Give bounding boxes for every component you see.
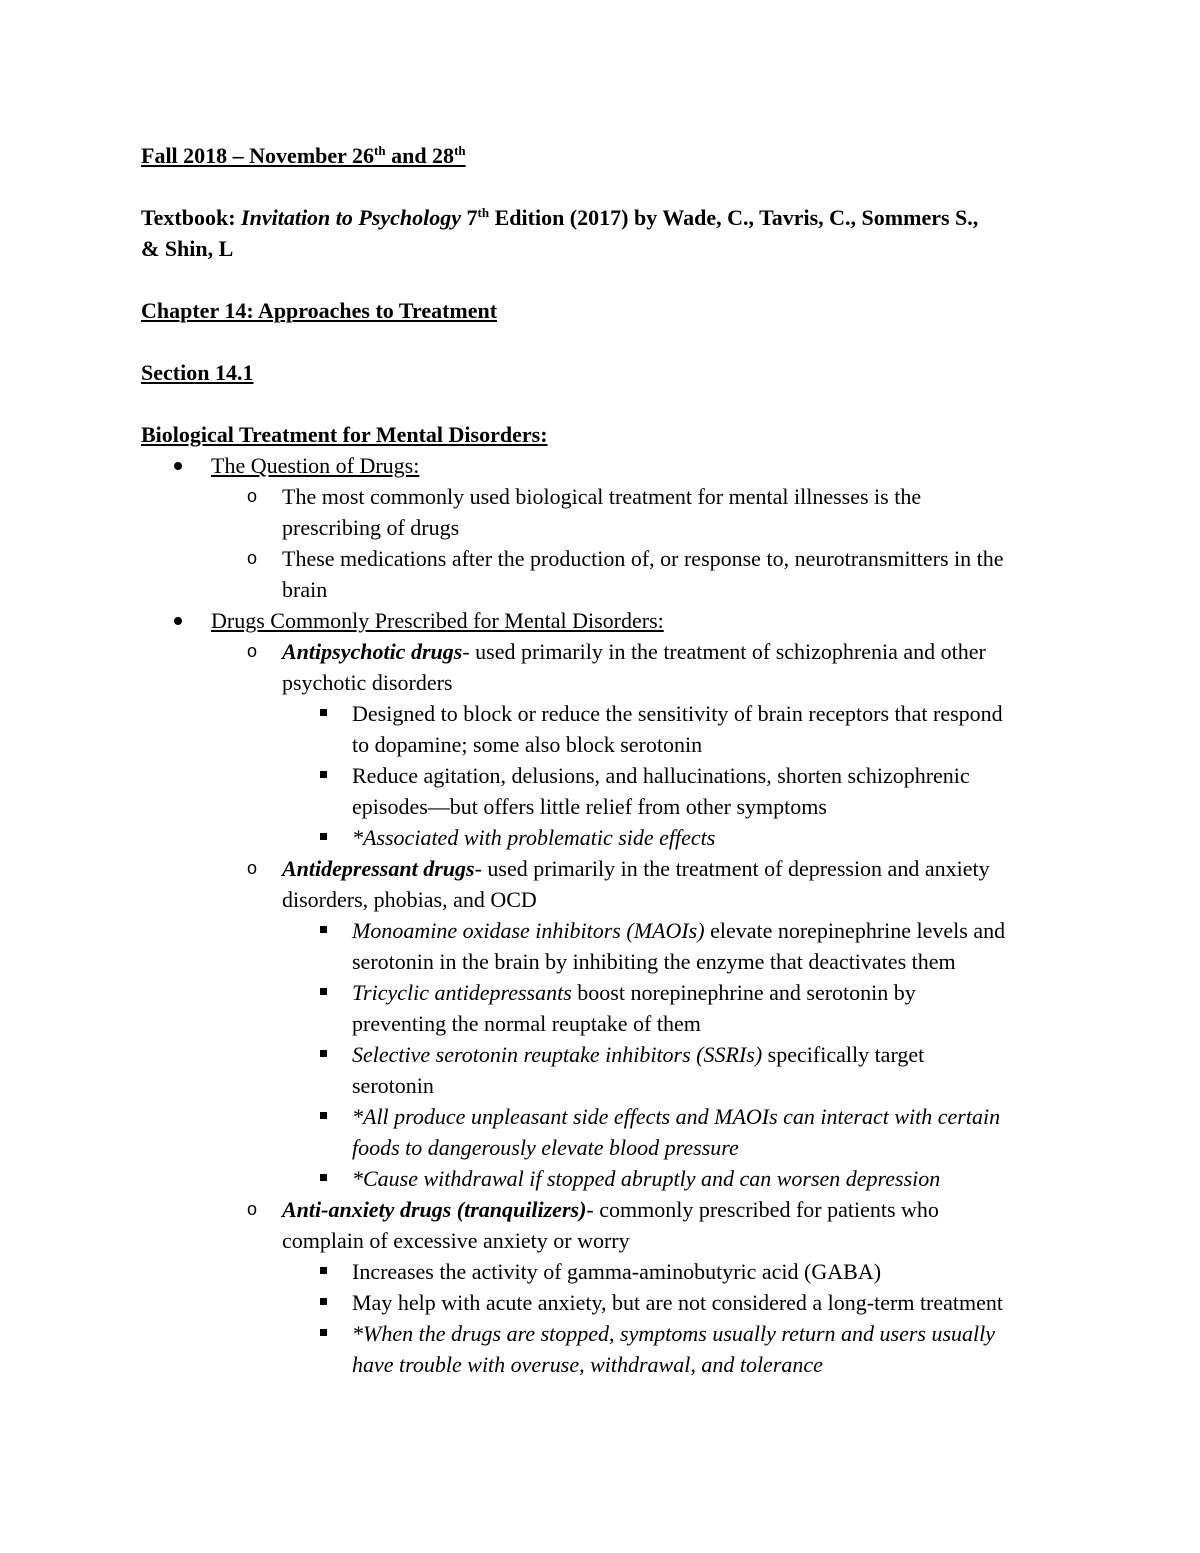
circle-bullet-icon: o bbox=[247, 641, 258, 661]
list-item: Reduce agitation, delusions, and hallucinations, shorten schizophrenic episodes—but offers little relief from other symptoms bbox=[141, 760, 1061, 822]
circle-bullet-icon: o bbox=[247, 1199, 258, 1219]
section-title: Section 14.1 bbox=[141, 360, 254, 385]
square-bullet-icon bbox=[320, 1256, 327, 1274]
square-bullet-icon bbox=[320, 1318, 327, 1336]
list-item: May help with acute anxiety, but are not considered a long-term treatment bbox=[141, 1287, 1061, 1318]
square-bullet-icon bbox=[320, 1039, 327, 1057]
list-item: *Cause withdrawal if stopped abruptly and can worsen depression bbox=[141, 1163, 1061, 1194]
square-bullet-icon bbox=[320, 822, 327, 840]
square-bullet-icon bbox=[320, 915, 327, 933]
list-item: Tricyclic antidepressants boost norepinephrine and serotonin by preventing the normal reuptake of them bbox=[141, 977, 1061, 1039]
list-item: o These medications after the production of, or response to, neurotransmitters in the brain bbox=[141, 543, 1061, 605]
chapter-title: Chapter 14: Approaches to Treatment bbox=[141, 298, 498, 323]
list-item: *Associated with problematic side effects bbox=[141, 822, 1061, 853]
textbook-citation: Textbook: Invitation to Psychology 7th Edition (2017) by Wade, C., Tavris, C., Sommers S., & Shin, L bbox=[141, 205, 979, 261]
circle-bullet-icon: o bbox=[247, 486, 258, 506]
square-bullet-icon bbox=[320, 1101, 327, 1119]
topic-heading: Biological Treatment for Mental Disorders: bbox=[141, 422, 548, 447]
date-heading: Fall 2018 – November 26th and 28th bbox=[141, 143, 466, 168]
square-bullet-icon bbox=[320, 977, 327, 995]
list-item: Monoamine oxidase inhibitors (MAOIs) elevate norepinephrine levels and serotonin in the brain by inhibiting the enzyme that deactivates them bbox=[141, 915, 1061, 977]
list-item: Selective serotonin reuptake inhibitors (SSRIs) specifically target serotonin bbox=[141, 1039, 1061, 1101]
list-item: *All produce unpleasant side effects and MAOIs can interact with certain foods to dangerously elevate blood pressure bbox=[141, 1101, 1061, 1163]
list-item: o Antidepressant drugs- used primarily in the treatment of depression and anxiety disorders, phobias, and OCD bbox=[141, 853, 1061, 915]
document-page bbox=[141, 140, 1061, 1380]
square-bullet-icon bbox=[320, 760, 327, 778]
bullet-icon bbox=[174, 450, 182, 470]
circle-bullet-icon: o bbox=[247, 548, 258, 568]
square-bullet-icon bbox=[320, 1163, 327, 1181]
bullet-icon bbox=[174, 605, 182, 625]
list-item: o Antipsychotic drugs- used primarily in the treatment of schizophrenia and other psychotic disorders bbox=[141, 636, 1061, 698]
square-bullet-icon bbox=[320, 1287, 327, 1305]
list-item: o Anti-anxiety drugs (tranquilizers)- commonly prescribed for patients who complain of excessive anxiety or worry bbox=[141, 1194, 1061, 1256]
circle-bullet-icon: o bbox=[247, 858, 258, 878]
list-item: Drugs Commonly Prescribed for Mental Disorders: bbox=[141, 605, 1061, 636]
list-item: o The most commonly used biological treatment for mental illnesses is the prescribing of drugs bbox=[141, 481, 1061, 543]
square-bullet-icon bbox=[320, 698, 327, 716]
list-item: The Question of Drugs: bbox=[141, 450, 1061, 481]
list-item: Designed to block or reduce the sensitivity of brain receptors that respond to dopamine; some also block serotonin bbox=[141, 698, 1061, 760]
outline-list bbox=[141, 450, 1061, 1380]
list-item: *When the drugs are stopped, symptoms usually return and users usually have trouble with overuse, withdrawal, and tolerance bbox=[141, 1318, 1061, 1380]
list-item: Increases the activity of gamma-aminobutyric acid (GABA) bbox=[141, 1256, 1061, 1287]
